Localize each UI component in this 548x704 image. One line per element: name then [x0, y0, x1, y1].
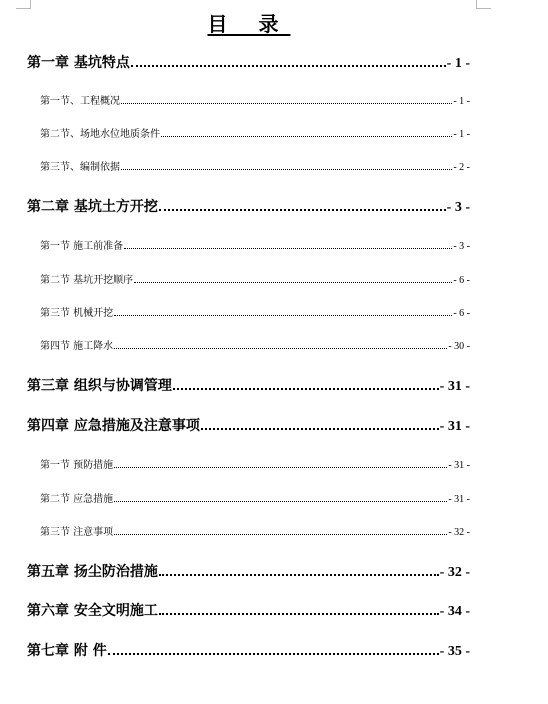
dot-leader	[173, 387, 439, 390]
toc-entry-title: 第一节、工程概况	[40, 96, 120, 107]
dot-leader	[108, 652, 439, 655]
toc-entry-page-number: - 30 -	[448, 341, 470, 352]
toc-entry-title: 第三节 注意事项	[40, 527, 114, 538]
toc-section-entry[interactable]	[40, 125, 470, 139]
toc-entry-title: 第二章 基坑土方开挖	[27, 199, 158, 215]
toc-chapter-entry[interactable]	[27, 375, 470, 393]
toc-entry-page-number: - 31 -	[448, 494, 470, 505]
toc-entry-title: 第二节、场地水位地质条件	[40, 129, 160, 140]
toc-section-entry[interactable]	[40, 490, 470, 504]
toc-chapter-entry[interactable]	[27, 561, 470, 579]
dot-leader	[159, 573, 439, 576]
dot-leader	[161, 135, 452, 137]
dot-leader	[124, 247, 452, 249]
dot-leader	[201, 427, 439, 430]
toc-entry-page-number: - 32 -	[448, 527, 470, 538]
toc-entry-title: 第五章 扬尘防治措施	[27, 564, 158, 580]
toc-chapter-entry[interactable]	[27, 52, 470, 70]
dot-leader	[159, 208, 446, 211]
toc-entry-page-number: - 35 -	[439, 644, 470, 659]
toc-entry-title: 第一章 基坑特点	[27, 55, 130, 71]
toc-entry-title: 第七章 附 件	[27, 643, 107, 659]
dot-leader	[134, 281, 452, 283]
toc-entry-page-number: - 32 -	[439, 565, 470, 580]
toc-entry-page-number: - 6 -	[453, 275, 470, 286]
toc-entry-title: 第二节 应急措施	[40, 494, 114, 505]
toc-entry-page-number: - 3 -	[446, 200, 470, 215]
toc-entry-title: 第三节 机械开挖	[40, 308, 114, 319]
toc-chapter-entry[interactable]	[27, 640, 470, 658]
dot-leader	[131, 64, 446, 67]
toc-entry-title: 第一节 预防措施	[40, 460, 114, 471]
toc-entry-page-number: - 31 -	[439, 379, 470, 394]
toc-entry-title: 第三章 组织与协调管理	[27, 378, 172, 394]
toc-section-entry[interactable]	[40, 337, 470, 351]
toc-entry-page-number: - 31 -	[448, 460, 470, 471]
dot-leader	[114, 314, 452, 316]
toc-entry-page-number: - 3 -	[453, 241, 470, 252]
dot-leader	[114, 466, 447, 468]
toc-entry-title: 第一节 施工前准备	[40, 241, 124, 252]
dot-leader	[159, 612, 439, 615]
toc-section-entry[interactable]	[40, 271, 470, 285]
dot-leader	[121, 168, 452, 170]
dot-leader	[114, 500, 447, 502]
toc-entry-page-number: - 1 -	[446, 56, 470, 71]
toc-chapter-entry[interactable]	[27, 196, 470, 214]
toc-entry-page-number: - 6 -	[453, 308, 470, 319]
toc-title: 目 录	[207, 12, 291, 36]
dot-leader	[114, 347, 447, 349]
toc-section-entry[interactable]	[40, 237, 470, 251]
toc-entry-page-number: - 1 -	[453, 129, 470, 140]
toc-section-entry[interactable]	[40, 158, 470, 172]
toc-chapter-entry[interactable]	[27, 600, 470, 618]
toc-entry-title: 第三节、编制依据	[40, 162, 120, 173]
toc-entry-title: 第四节 施工降水	[40, 341, 114, 352]
toc-entry-title: 第二节 基坑开挖顺序	[40, 275, 134, 286]
toc-entry-title: 第六章 安全文明施工	[27, 603, 158, 619]
toc-entry-page-number: - 34 -	[439, 604, 470, 619]
dot-leader	[114, 533, 447, 535]
toc-section-entry[interactable]	[40, 92, 470, 106]
toc-entry-page-number: - 1 -	[453, 96, 470, 107]
toc-section-entry[interactable]	[40, 304, 470, 318]
toc-entry-page-number: - 2 -	[453, 162, 470, 173]
toc-section-entry[interactable]	[40, 523, 470, 537]
dot-leader	[121, 102, 452, 104]
toc-chapter-entry[interactable]	[27, 415, 470, 433]
toc-entry-title: 第四章 应急措施及注意事项	[27, 418, 200, 434]
toc-section-entry[interactable]	[40, 456, 470, 470]
toc-entry-page-number: - 31 -	[439, 419, 470, 434]
